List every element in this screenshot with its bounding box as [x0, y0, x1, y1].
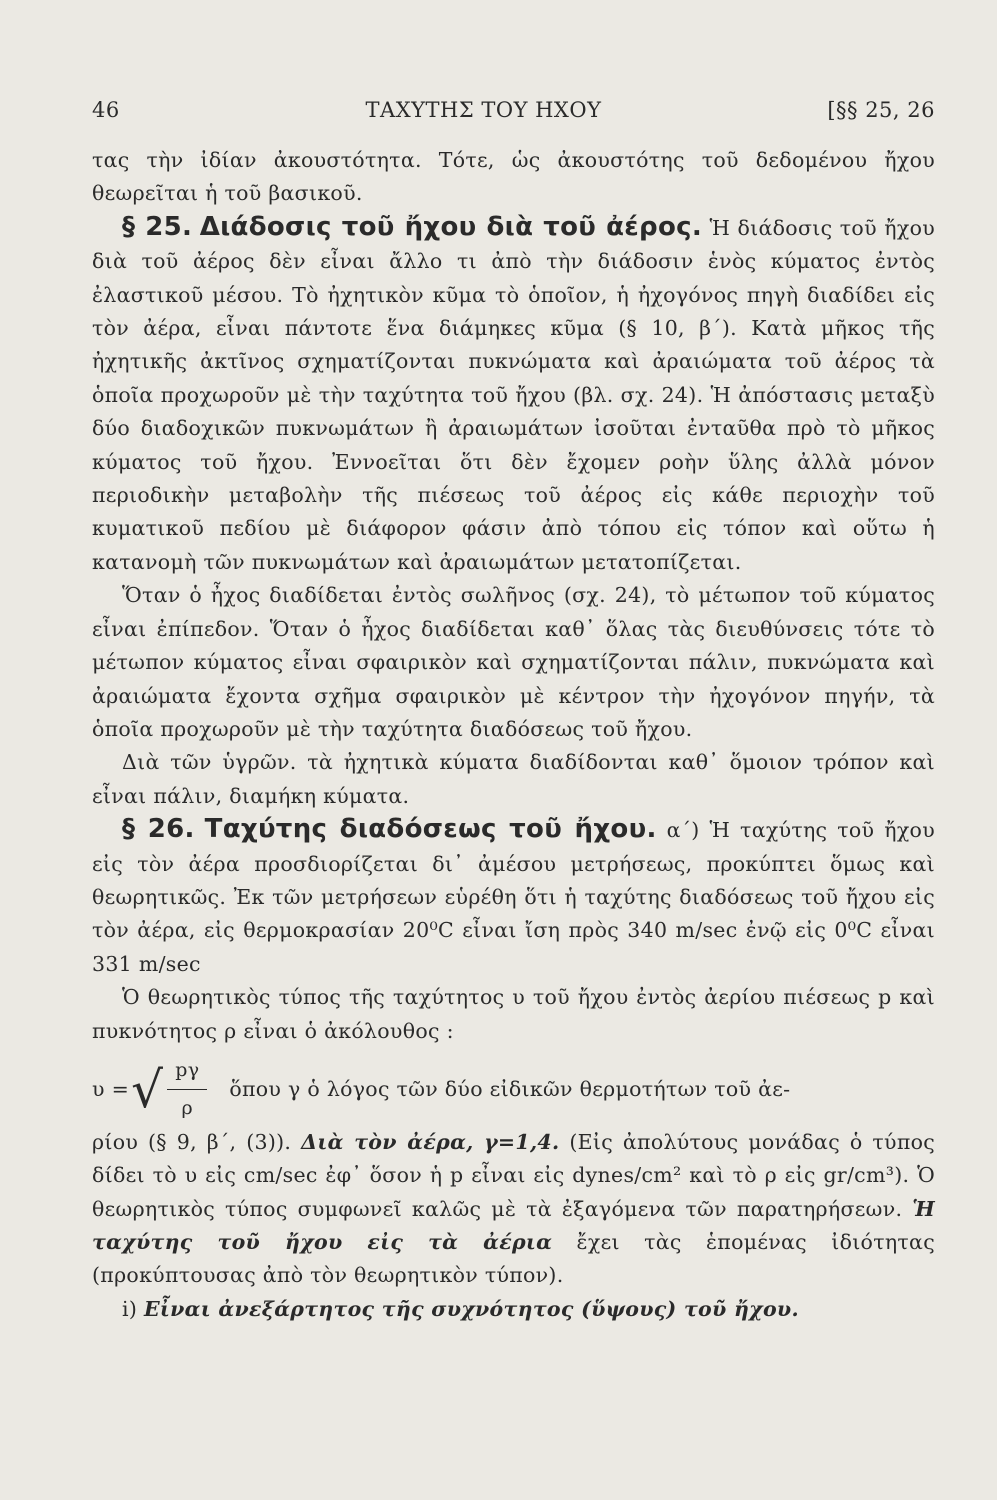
item-i-label: i) — [122, 1296, 138, 1321]
air-gamma-value: Διὰ τὸν ἀέρα, γ=1,4. — [301, 1129, 560, 1154]
properties-heading: Ἡ ταχύτης τοῦ ἤχου εἰς τὰ ἀέρια — [92, 1196, 935, 1254]
units-text: (Εἰς ἀπολύτους μονάδας ὁ τύπος δίδει τὸ υ εἰς cm/sec ἐφ᾿ ὅσον ἡ p εἶναι εἰς dynes/cm² καὶ τὸ ρ εἰς gr/cm³). Ὁ θεωρητικὸς τύπος συμφωνεῖ καλῶς μὲ τὰ ἐξαγόμενα τῶν παρατηρήσεων. — [92, 1129, 936, 1221]
page-number: 46 — [92, 98, 120, 122]
section-25-number: § 25. — [122, 211, 193, 242]
formula-denominator: ρ — [181, 1097, 194, 1120]
section-26-number: § 26. — [122, 814, 195, 845]
section-25-paragraph-1 — [92, 211, 935, 579]
section-26-paragraph-3 — [92, 1126, 935, 1293]
page-header — [92, 98, 935, 122]
section-25-paragraph-2: Ὅταν ὁ ἦχος διαδίδεται ἐντὸς σωλῆνος (σχ. 24), τὸ μέτωπον τοῦ κύματος εἶναι ἐπίπεδον. Ὅταν ὁ ἦχος διαδίδεται καθ᾿ ὅλας τὰς διευθύνσεις τότε τὸ μέτωπον κύματος εἶναι σφαιρικὸν καὶ σχηματίζονται πάλιν, πυκνώματα καὶ ἀραιώματα ἔχοντα σχῆμα σφαιρικὸν μὲ κέντρον τὴν ἠχογόνον πηγήν, τὰ ὁποῖα προχωροῦν μὲ τὴν ταχύτητα διαδόσεως τοῦ ἤχου. — [92, 583, 935, 741]
section-reference: [§§ 25, 26 — [827, 98, 935, 122]
gas-reference: ρίου (§ 9, β΄, (3)). — [92, 1129, 292, 1154]
formula-note: ὅπου γ ὁ λόγος τῶν δύο εἰδικῶν θερμοτήτων τοῦ ἀε- — [229, 1077, 791, 1102]
section-26-paragraph-1 — [92, 813, 935, 981]
formula-lhs: υ = — [92, 1077, 130, 1102]
section-26-paragraph-2: Ὁ θεωρητικὸς τύπος τῆς ταχύτητος υ τοῦ ἤχου ἐντὸς ἀερίου πιέσεως p καὶ πυκνότητος ρ εἶναι ὁ ἀκόλουθος : — [92, 985, 935, 1043]
formula-fraction — [167, 1054, 207, 1126]
square-root-icon: √ — [131, 1060, 164, 1119]
section-25-text: Ἡ διάδοσις τοῦ ἤχου διὰ τοῦ ἀέρος δὲν εἶναι ἄλλο τι ἀπὸ τὴν διάδοσιν ἑνὸς κύματος ἐντὸς ἐλαστικοῦ μέσου. Τὸ ἠχητικὸν κῦμα τὸ ὁποῖον, ἡ ἠχογόνος πηγὴ διαδίδει εἰς τὸν ἀέρα, εἶναι πάντοτε ἕνα διάμηκες κῦμα (§ 10, β΄). Κατὰ μῆκος τῆς ἠχητικῆς ἀκτῖνος σχηματίζονται πυκνώματα καὶ ἀραιώματα τοῦ ἀέρος τὰ ὁποῖα προχωροῦν μὲ τὴν ταχύτητα τοῦ ἤχου (βλ. σχ. 24). Ἡ ἀπόστασις μεταξὺ δύο διαδοχικῶν πυκνωμάτων ἢ ἀραιωμάτων ἰσοῦται ἐνταῦθα πρὸ τὸ μῆκος κύματος τοῦ ἤχου. Ἐννοεῖται ὅτι δὲν ἔχομεν ροὴν ὕλης ἀλλὰ μόνον περιοδικὴν μεταβολὴν τῆς πιέσεως τοῦ ἀέρος εἰς κάθε περιοχὴν τοῦ κυματικοῦ πεδίου μὲ διάφορον φάσιν ἀπὸ τόπου εἰς τόπον καὶ οὕτω ἡ κατανομὴ τῶν πυκνωμάτων καὶ ἀραιωμάτων μετατοπίζεται. — [92, 215, 935, 574]
section-26-text: α΄) Ἡ ταχύτης τοῦ ἤχου εἰς τὸν ἀέρα προσδιορίζεται δι᾿ ἀμέσου μετρήσεως, προκύπτει ὅμως καὶ θεωρητικῶς. Ἐκ τῶν μετρήσεων εὑρέθη ὅτι ἡ ταχύτης διαδόσεως τοῦ ἤχου εἰς τὸν ἀέρα, εἰς θερμοκρασίαν 20⁰C εἶναι ἴση πρὸς 340 m/sec ἐνῷ εἰς 0⁰C εἶναι 331 m/sec — [92, 818, 935, 976]
speed-formula — [92, 1054, 935, 1126]
section-25-title: Διάδοσις τοῦ ἤχου διὰ τοῦ ἀέρος. — [199, 211, 702, 242]
running-title: ΤΑΧΥΤΗΣ ΤΟΥ ΗΧΟΥ — [365, 98, 602, 122]
formula-numerator: pγ — [167, 1054, 207, 1090]
intro-paragraph: τας τὴν ἰδίαν ἀκουστότητα. Τότε, ὡς ἀκουστότης τοῦ δεδομένου ἤχου θεωρεῖται ἡ τοῦ βασικοῦ. — [92, 148, 935, 206]
item-i-text: Εἶναι ἀνεξάρτητος τῆς συχνότητος (ὕψους) τοῦ ἤχου. — [143, 1296, 799, 1321]
property-item-i — [92, 1293, 935, 1326]
properties-text: ἔχει τὰς ἑπομένας ἰδιότητας (προκύπτουσας ἀπὸ τὸν θεωρητικὸν τύπον). — [92, 1230, 935, 1288]
section-25-paragraph-3: Διὰ τῶν ὑγρῶν. τὰ ἠχητικὰ κύματα διαδίδονται καθ᾿ ὅμοιον τρόπον καὶ εἶναι πάλιν, διαμήκη κύματα. — [92, 750, 935, 808]
body-text — [92, 144, 935, 1326]
section-26-title: Ταχύτης διαδόσεως τοῦ ἤχου. — [204, 814, 657, 845]
